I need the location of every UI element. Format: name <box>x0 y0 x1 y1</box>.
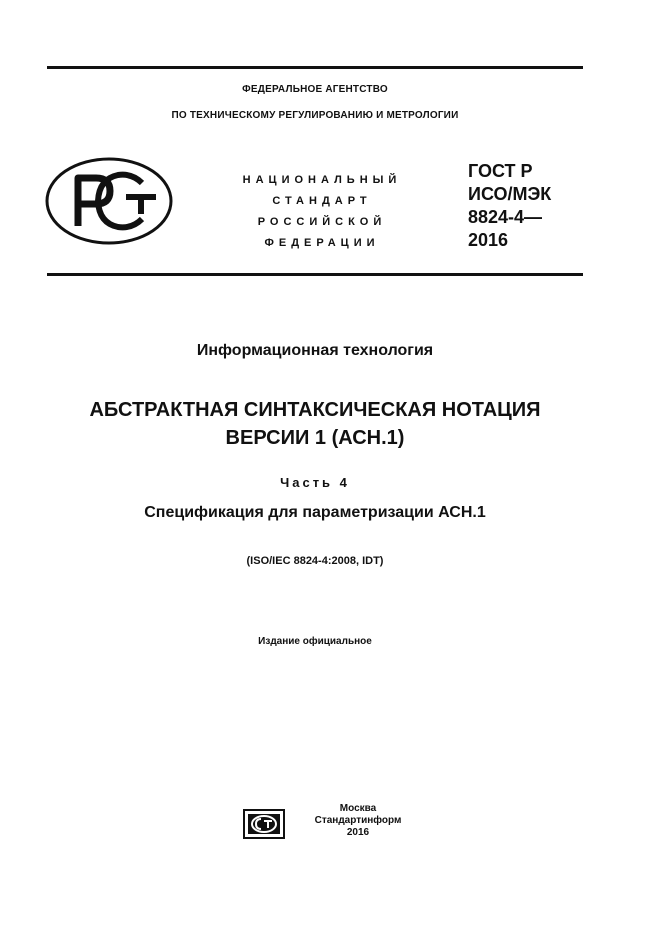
designation-line-2: ИСО/МЭК <box>468 184 552 204</box>
publisher-block <box>308 803 408 839</box>
part-number: Часть 4 <box>280 475 350 490</box>
iso-reference: (ISO/IEC 8824-4:2008, IDT) <box>246 555 384 567</box>
document-subtitle: Спецификация для параметризации АСН.1 <box>144 504 486 521</box>
title-line-2: ВЕРСИИ 1 (АСН.1) <box>225 427 405 449</box>
top-rule <box>47 66 583 69</box>
publisher-name: Стандартинформ <box>314 815 402 826</box>
document-title <box>0 396 630 452</box>
standard-type-block <box>222 170 422 254</box>
publisher-city: Москва <box>339 803 377 814</box>
standard-designation <box>468 160 551 252</box>
designation-line-3: 8824-4— <box>468 207 543 227</box>
edition-note: Издание официальное <box>258 636 372 647</box>
standard-type-line-1: НАЦИОНАЛЬНЫЙ <box>242 174 402 186</box>
standartinform-logo-icon <box>243 809 285 839</box>
agency-name-line-2: ПО ТЕХНИЧЕСКОМУ РЕГУЛИРОВАНИЮ И МЕТРОЛОГИИ <box>171 110 459 121</box>
title-line-1: АБСТРАКТНАЯ СИНТАКСИЧЕСКАЯ НОТАЦИЯ <box>89 399 541 421</box>
designation-line-4: 2016 <box>468 230 509 250</box>
designation-line-1: ГОСТ Р <box>468 161 533 181</box>
standard-type-line-2: СТАНДАРТ <box>272 195 372 207</box>
publisher-year: 2016 <box>346 827 370 838</box>
standard-type-line-3: РОССИЙСКОЙ <box>257 216 387 228</box>
rst-certification-mark-icon <box>44 156 174 246</box>
agency-name-line-1: ФЕДЕРАЛЬНОЕ АГЕНТСТВО <box>242 84 388 95</box>
middle-rule <box>47 273 583 276</box>
document-subject: Информационная технология <box>196 342 434 359</box>
standard-type-line-4: ФЕДЕРАЦИИ <box>264 237 380 249</box>
